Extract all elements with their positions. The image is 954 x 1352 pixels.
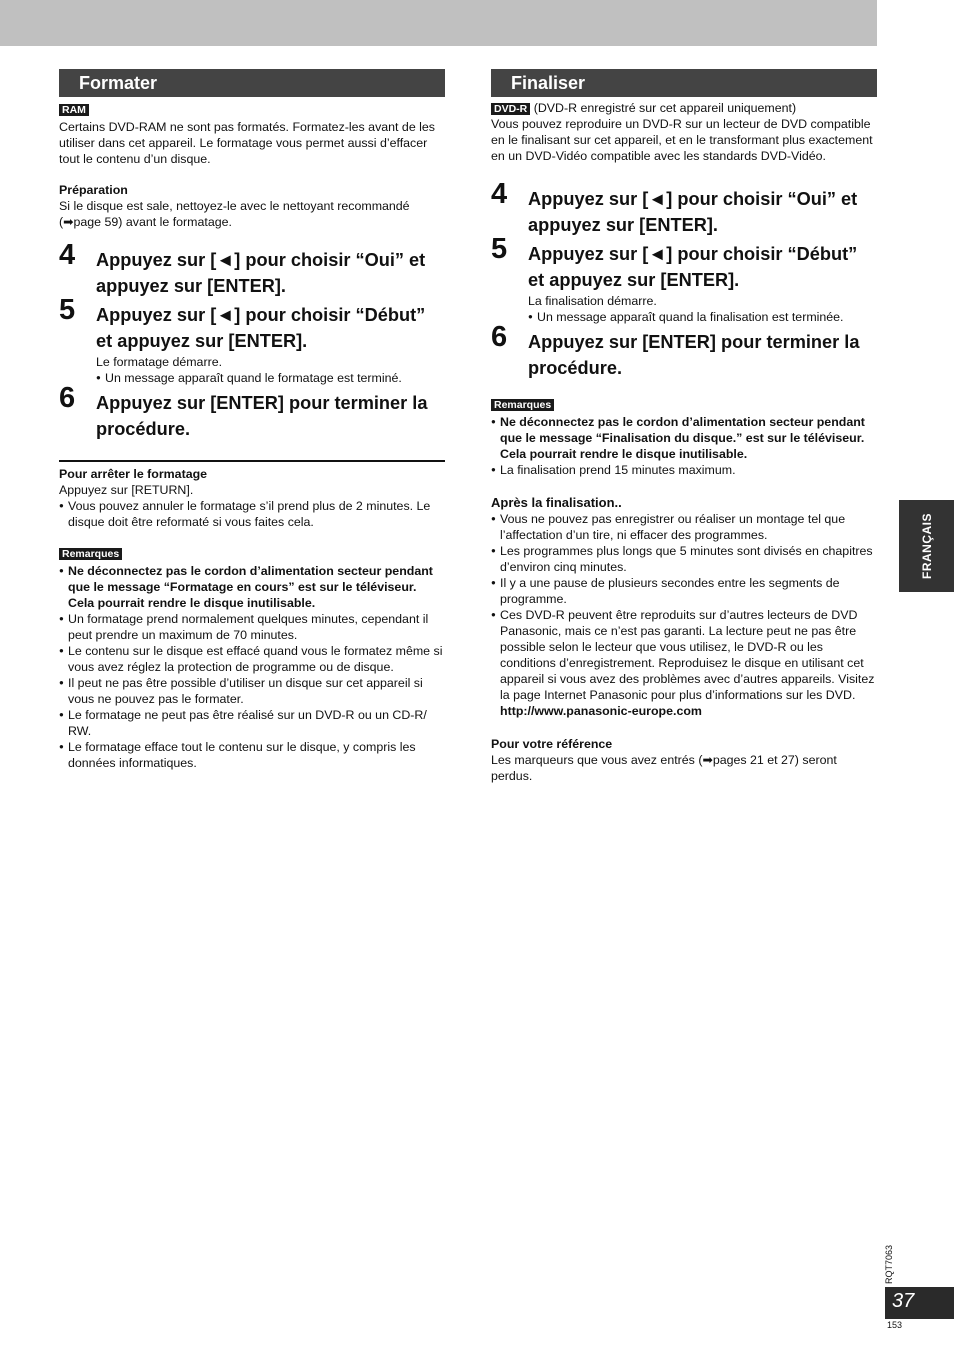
list-item: ● Le formatage efface tout le contenu sur le disque, y compris les données informatiques. [59,739,445,771]
step-4 [491,178,877,238]
step-bullet: ● Un message apparaît quand le formatage est terminé. [96,370,445,386]
stop-text: Appuyez sur [RETURN]. [59,483,194,497]
list-item: ● Ne déconnectez pas le cordon d’alimentation secteur pendant que le message “Formatage en cours” est sur le téléviseur. Cela pourrait rendre le disque inutilisable. [59,563,445,611]
list-item: ● Il peut ne pas être possible d’utiliser un disque sur cet appareil si vous ne pouvez pas le formater. [59,675,445,707]
top-gray-band [0,0,877,46]
page-number-box [885,1287,954,1319]
step-number: 6 [59,382,76,414]
step-number: 4 [491,178,508,210]
step-number: 5 [59,294,76,326]
reference-text: Les marqueurs que vous avez entrés (➡pages 21 et 27) seront perdus. [491,753,837,783]
step-5 [59,294,445,386]
sub-page-number: 153 [887,1320,903,1330]
language-tab [899,500,954,592]
step-bullet: ● Un message apparaît quand la finalisation est terminée. [528,309,877,325]
panasonic-url: http://www.panasonic-europe.com [500,704,702,718]
step-number: 5 [491,233,508,265]
step-5 [491,233,877,325]
list-item: ● Le formatage ne peut pas être réalisé sur un DVD-R ou un CD-R/ RW. [59,707,445,739]
remarques-tag: Remarques [59,548,122,560]
language-label: FRANÇAIS [919,513,934,579]
stop-bullet: ● Vous pouvez annuler le formatage s’il prend plus de 2 minutes. Le disque doit être reformaté si vous faites cela. [59,498,445,530]
list-item: ● La finalisation prend 15 minutes maximum. [491,462,877,478]
list-item: ● Vous ne pouvez pas enregistrer ou réaliser un montage tel que l’affectation d’un tire, ni effacer des programmes. [491,511,877,543]
list-item: ● Les programmes plus longs que 5 minutes sont divisés en chapitres d’environ cinq minutes. [491,543,877,575]
step-instruction: Appuyez sur [ENTER] pour terminer la procédure. [528,332,860,378]
finaliser-intro: Vous pouvez reproduire un DVD-R sur un lecteur de DVD compatible en le finalisant sur cet appareil, et en le transformant plus exactement en un DVD-Vidéo compatible avec les standards DVD-Vidéo. [491,117,873,163]
stop-title: Pour arrêter le formatage [59,467,208,481]
after-list [491,511,877,703]
step-6 [491,321,877,381]
preparation-text: Si le disque est sale, nettoyez-le avec le nettoyant recommandé (➡page 59) avant le formatage. [59,199,410,229]
remarques-list [59,563,445,771]
dvd-r-tag: DVD-R [491,103,530,115]
remarques-list [491,414,877,478]
step-number: 6 [491,321,508,353]
reference-title: Pour votre référence [491,737,613,751]
after-title: Après la finalisation.. [491,495,622,510]
list-item: ● Ne déconnectez pas le cordon d’alimentation secteur pendant que le message “Finalisation du disque.” est sur le téléviseur. Cela pourrait rendre le disque inutilisable. [491,414,877,462]
step-instruction: Appuyez sur [◄] pour choisir “Début” et appuyez sur [ENTER]. [96,305,426,351]
page-number: 37 [892,1290,915,1312]
step-note: La finalisation démarre. [528,294,657,308]
section-title-finaliser: Finaliser [491,69,877,97]
step-instruction: Appuyez sur [◄] pour choisir “Début” et appuyez sur [ENTER]. [528,244,858,290]
formater-intro: Certains DVD-RAM ne sont pas formatés. Formatez-les avant de les utiliser dans cet appareil. Le formatage vous permet aussi d’effacer tout le contenu d’un disque. [59,120,435,166]
step-instruction: Appuyez sur [◄] pour choisir “Oui” et appuyez sur [ENTER]. [96,250,426,296]
section-title-formater: Formater [59,69,445,97]
list-item: ● Un formatage prend normalement quelques minutes, cependant il peut prendre un maximum de 70 minutes. [59,611,445,643]
step-instruction: Appuyez sur [◄] pour choisir “Oui” et appuyez sur [ENTER]. [528,189,858,235]
preparation-title: Préparation [59,183,128,197]
dvd-r-tag-note: (DVD-R enregistré sur cet appareil uniquement) [533,101,797,115]
step-instruction: Appuyez sur [ENTER] pour terminer la procédure. [96,393,428,439]
finaliser-column [491,69,877,784]
step-4 [59,239,445,299]
ram-tag: RAM [59,104,89,116]
formater-column [59,69,445,771]
document-id: RQT7063 [884,1244,894,1284]
step-6 [59,382,445,442]
list-item: ● Ces DVD-R peuvent être reproduits sur d’autres lecteurs de DVD Panasonic, mais ce n’est pas garanti. La lecture peut ne pas être possible selon le lecteur que vous utilisez, le DVD-R ou les conditions d’enregistrement. Reproduisez le disque en utilisant cet appareil si vous avez des problèmes avec d’autres appareils. Visitez la page Internet Panasonic pour plus d’informations sur les DVD. [491,607,877,703]
remarques-tag: Remarques [491,399,554,411]
list-item: ● Le contenu sur le disque est effacé quand vous le formatez même si vous avez réglez la protection de programme ou de disque. [59,643,445,675]
step-note: Le formatage démarre. [96,355,223,369]
divider [59,460,445,462]
step-number: 4 [59,239,76,271]
list-item: ● Il y a une pause de plusieurs secondes entre les segments de programme. [491,575,877,607]
